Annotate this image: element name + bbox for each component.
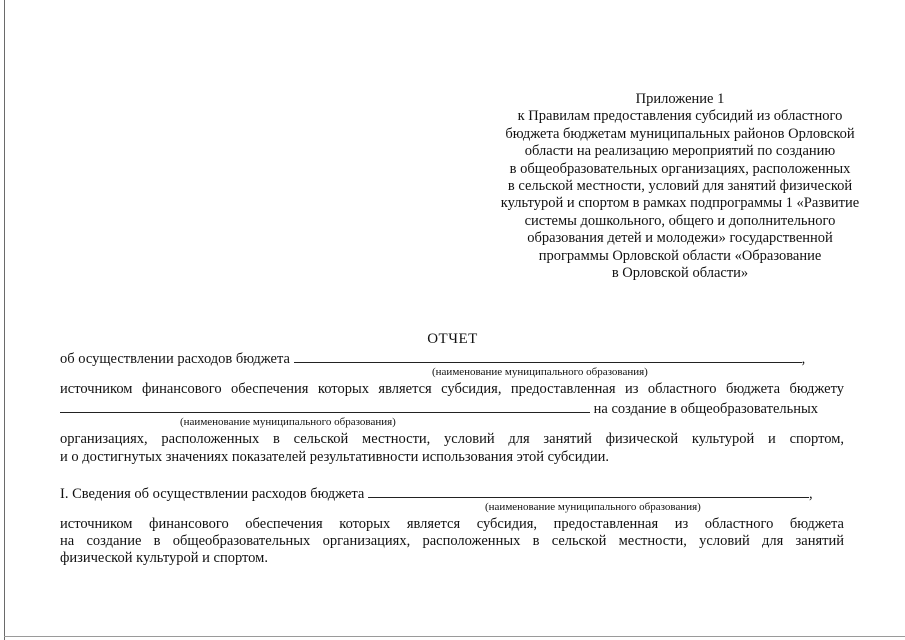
municipality-caption-3: (наименование муниципального образования) bbox=[485, 501, 701, 513]
section-1-line-2: источником финансового обеспечения которых является субсидия, предоставленная из областного бюджета bbox=[60, 516, 844, 532]
section-1-line-3: на создание в общеобразовательных организациях, расположенных в сельской местности, условий для занятий bbox=[60, 533, 844, 549]
municipality-caption-2: (наименование муниципального образования) bbox=[180, 416, 396, 428]
appendix-line: образования детей и молодежи» государственной bbox=[527, 230, 833, 247]
report-line-4: организациях, расположенных в сельской местности, условий для занятий физической культурой и спортом, bbox=[60, 431, 844, 447]
appendix-line: программы Орловской области «Образование bbox=[538, 247, 822, 264]
municipality-name-field-3[interactable] bbox=[368, 484, 809, 498]
report-title: ОТЧЕТ bbox=[427, 331, 478, 347]
appendix-line: области на реализацию мероприятий по созданию bbox=[524, 143, 836, 160]
appendix-line: системы дошкольного, общего и дополнительного bbox=[524, 212, 836, 229]
appendix-line: бюджета бюджетам муниципальных районов Орловской bbox=[505, 125, 855, 142]
appendix-line: в общеобразовательных организациях, расположенных bbox=[509, 160, 851, 177]
report-line-3-text: на создание в общеобразовательных bbox=[593, 401, 818, 417]
report-line-3 bbox=[60, 399, 818, 418]
municipality-name-field-1[interactable] bbox=[294, 349, 802, 363]
report-line-5: и о достигнутых значениях показателей результативности использования этой субсидии. bbox=[60, 449, 610, 465]
page-bottom-edge bbox=[4, 636, 905, 637]
report-line-1-comma: , bbox=[801, 351, 806, 367]
appendix-line: к Правилам предоставления субсидий из областного bbox=[517, 108, 843, 125]
municipality-name-field-2[interactable] bbox=[60, 399, 590, 413]
page-left-edge bbox=[4, 0, 5, 640]
appendix-block bbox=[440, 91, 905, 282]
report-line-1-text: об осуществлении расходов бюджета bbox=[60, 351, 290, 367]
municipality-caption-1: (наименование муниципального образования) bbox=[432, 366, 648, 378]
report-line-2: источником финансового обеспечения которых является субсидия, предоставленная из областного бюджета бюджету bbox=[60, 381, 844, 397]
appendix-line: в Орловской области» bbox=[611, 265, 749, 282]
section-1-comma: , bbox=[808, 486, 813, 502]
section-1-heading: I. Сведения об осуществлении расходов бюджета bbox=[60, 486, 365, 502]
section-1-line-4: физической культурой и спортом. bbox=[60, 550, 268, 566]
appendix-line: культурой и спортом в рамках подпрограммы 1 «Развитие bbox=[500, 195, 860, 212]
appendix-line: Приложение 1 bbox=[635, 91, 725, 107]
appendix-line: в сельской местности, условий для занятий физической bbox=[507, 178, 853, 195]
